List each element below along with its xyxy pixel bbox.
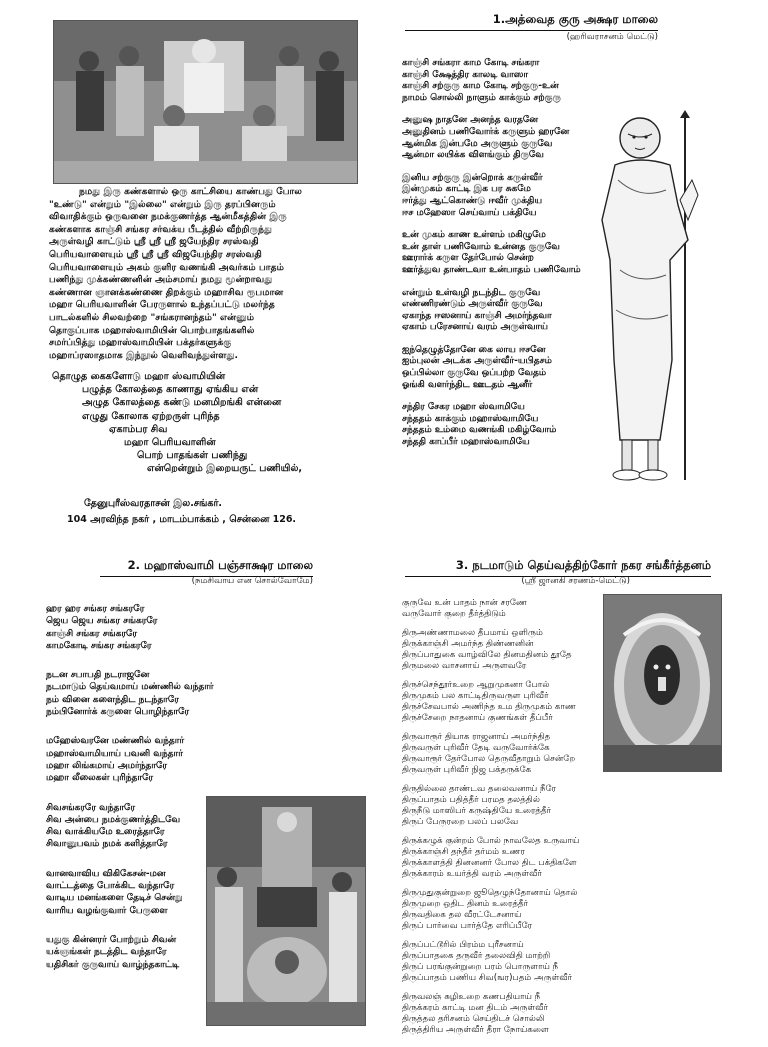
stanza <box>402 288 602 334</box>
verse-line: சந்திர சேகர மஹா ஸ்வாமியே <box>402 402 525 413</box>
verse-line: திருச்செந்தூர்உறை ஆறுமுகனா போல் <box>402 680 550 690</box>
verse-line: வானவாவிய விகிகேசன்-மன <box>46 868 166 879</box>
verse-line: யக்ஞங்கள் நடத்திட வந்தாரே <box>46 947 167 958</box>
verse-line: திருப்பாதுகை வாழ்விலே தினமதினம் தூதே <box>402 650 572 660</box>
poem-line: ஏகாம்பர சிவ <box>109 423 168 435</box>
verse-line: மஹாஸ்வாமியாய் பவனி வந்தார் <box>46 748 183 759</box>
stanza <box>402 345 602 391</box>
prose-line: மஹாப்ரஸாதமாக இந்நூல் வெளிவந்துள்ளது. <box>49 349 239 361</box>
stanza <box>402 115 602 161</box>
verse-line: நம் வினை களைந்திட நடந்தாரே <box>46 694 179 705</box>
verse-line: ஆன்மா லயிக்க விளங்கும் திருவே <box>402 150 544 161</box>
section2-subtitle: (நமசிவாய என சொல்வோமே) <box>191 576 313 586</box>
verse-line: வருவோர் குறை தீர்த்திடும் <box>402 609 506 619</box>
verse-line: குருவே உன் பாதம் நான் சரணே <box>402 598 527 608</box>
verse-line: திருதில்லை தாண்டவ தலைவனாய் நீரே <box>402 784 557 794</box>
verse-line: மஹேஸ்வரனே மண்ணில் வந்தார் <box>46 736 185 747</box>
verse-line: சிவசங்கரரே வந்தாரே <box>46 802 136 813</box>
verse-line: ஐம்புலன் அடக்க அருள்வீர்-யபிதசம் <box>402 356 552 367</box>
prose-line: நமது இரு கண்களால் ஒரு காட்சியை காண்பது போல <box>79 186 302 197</box>
verse-line: திருக்காரம் உயர்த்தி வரம் அருள்வீர் <box>402 869 542 879</box>
dedication-poem <box>49 370 365 476</box>
stanza <box>402 836 612 880</box>
stanza <box>402 940 612 984</box>
stanza <box>46 735 246 784</box>
verse-line: திருக்காளத்தி தினனனர் போல திட பக்திகளே <box>402 858 577 868</box>
stanza <box>402 402 602 448</box>
verse-line: திருமுதுகுன்றுறை ஜூதெழுந்தோனாய் தொல் <box>402 888 578 898</box>
verse-line: காஞ்சி க்ஷேத்திர காலடி வாஸா <box>402 69 529 80</box>
poem-line: பழுத்த கோலத்தை காணாது ஏங்கிய என் <box>82 384 259 396</box>
verse-line: ஈச மஹேஸா செய்வாய் பக்தியே <box>402 207 537 218</box>
verse-line: அனுதினம் பணிவோர்க் கருளும் ஹரனே <box>402 126 570 137</box>
deity-shrine-photo <box>603 594 722 772</box>
verse-line: எண்ணிரண்டும் அருள்வீர் குருவே <box>402 299 543 310</box>
verse-line: ஏகாந்த ஈஸனாய் காஞ்சி அமர்ந்தவா <box>402 310 552 321</box>
prose-line: பெரியவாளையும் ஸ்ரீ ஸ்ரீ ஸ்ரீ விஜயேந்திர சரஸ்வதி <box>49 248 262 260</box>
verse-line: திருவதிகை தல வீரட்டேசனாய் <box>402 910 522 920</box>
stanza <box>402 598 612 620</box>
prose-line: பெரியவாளையும் அகம் குளிர வணங்கி அவர்கம் பாதம் <box>49 261 284 273</box>
verse-line: வாடிய மனங்களை தேடிச் சென்று <box>46 893 183 904</box>
intro-prose <box>49 186 365 362</box>
prose-line: கண்ணான ஞானக்கண்ணை திறக்கும் மஹாசிவ ரூபமான <box>49 286 284 298</box>
verse-line: என்றும் உள்வழி நடந்திட குருவே <box>402 287 541 298</box>
section3-verses <box>402 598 612 1047</box>
verse-line: யதுகு கின்னரர் போற்றும் சிவன் <box>46 934 177 945</box>
poem-line: பொற் பாதங்கள் பணிந்து <box>137 450 248 462</box>
verse-line: நடமாடும் தெய்வமாய் மண்ணில் வந்தார் <box>46 682 214 693</box>
verse-line: ஊரார்க் கருள தேர்போல் சென்ற <box>402 253 534 264</box>
verse-line: காஞ்சி சங்கர சங்கரரே <box>46 628 138 639</box>
prose-line: சமர்ப்பித்து மஹாஸ்வாமியின் பக்தர்களுக்கு <box>49 337 232 349</box>
prose-line: "உண்டு" என்றும் "இல்லை" என்றும் இரு தரப்பினரும் <box>49 198 276 210</box>
verse-line: ஈர்த்து ஆட்கொண்டு ஈவீர் முக்திய <box>402 195 543 206</box>
verse-line: சந்ததி காப்பீர் மஹாஸ்வாமியே <box>402 437 530 448</box>
poem-line: அழுத கோலத்தை கண்டு மனமிறங்கி என்னை <box>82 397 282 409</box>
verse-line: மஹா லீலைகள் புரிந்தாரே <box>46 773 154 784</box>
section3-title: 3. நடமாடும் தெய்வத்திற்கோர் நகர சங்கீர்த்தனம் <box>405 558 711 577</box>
verse-line: யதிசிகர் குருவாய் வாழ்ந்தகாட்டி <box>46 959 180 970</box>
verse-line: ஒப்பில்லா குருவே ஒப்பற்ற வேதம் <box>402 368 547 379</box>
verse-line: ஜெய ஜெய சங்கர சங்கரரே <box>46 616 158 627</box>
stanza <box>402 888 612 932</box>
verse-line: திருவருள் புரிவீர் நிஜ பக்தருக்கே <box>402 765 532 775</box>
verse-line: திருப் பேருரறை பலப் பலவே <box>402 817 519 827</box>
verse-line: சந்ததம் காக்கும் மஹாஸ்வாமியே <box>402 413 539 424</box>
verse-line: திருமுகம் பல காட்டிதிருவருள புரிவீர் <box>402 691 549 701</box>
verse-line: திருமுறை ஒதிட தினம் உரைத்தீர் <box>402 899 529 909</box>
poem-line: என்றென்றும் இறையருட் பணியில், <box>147 463 303 475</box>
verse-line: மஹா லிங்கமாய் அமர்ந்தாரே <box>46 760 168 771</box>
verse-line: திருத்தல தரிசனம் செய்திடச் சொல்லி <box>402 1014 545 1024</box>
stanza <box>402 680 612 724</box>
verse-line: காஞ்சி சங்கரா காம கோடி சங்கரா <box>402 58 540 68</box>
verse-line: அனுஷ நாதனே அனந்த வரதனே <box>402 115 538 126</box>
section1-verses <box>402 58 602 460</box>
stanza <box>402 230 602 276</box>
verse-line: திருக்கரம் காட்டி மன திடம் அருள்வீர் <box>402 1003 548 1013</box>
verse-line: இன்முகம் காட்டி இக பர சுகமே <box>402 184 531 195</box>
verse-line: திருஅண்ணாமலை தீபமாய் ஒளிரும் <box>402 628 543 638</box>
verse-line: திருக்காஞ்சி தந்தீர் தர்மம் உணர <box>402 847 525 857</box>
verse-line: திருவாரூர் தியாக ராஜனாய் அமர்ந்தித <box>402 732 551 742</box>
verse-line: ஓங்கி வளர்ந்திட ஊடதம் ஆனீர் <box>402 379 533 390</box>
verse-line: திருப்பட்டூரில் பிரம்ம புரீசனாய் <box>402 940 524 950</box>
verse-line: நாமம் சொல்லி நாளும் காக்கும் சற்குரு <box>402 92 561 103</box>
poem-line: எழுது கோலாக ஏற்றருள் புரிந்த <box>82 410 220 422</box>
prose-line: தொகுப்பாக மஹாஸ்வாமியின் பொற்பாதங்களில் <box>49 324 255 336</box>
stanza <box>402 992 612 1036</box>
verse-line: திருப் பரங்குன்றுறை பரம் பொருளாய் நீ <box>402 962 559 972</box>
verse-line: திருப்பாதம் பதித்தீர் பரமத தலத்தில் <box>402 795 540 805</box>
signature-name: தேனுபுரீஸ்வரதாசன் இல.சங்கர். <box>84 498 223 509</box>
stanza <box>402 58 602 104</box>
verse-line: திருவலஞ் சுழிஉறை கணபதியாய் நீ <box>402 992 541 1002</box>
section3-subtitle: (ஸ்ரீ ஜானகி சரணம்-மெட்டு) <box>521 576 630 586</box>
section1-title: 1.அத்வைத குரு அக்ஷர மாலை <box>405 12 658 31</box>
verse-line: காமகோடி சங்கர சங்கரரே <box>46 640 152 651</box>
stanza <box>402 173 602 219</box>
verse-line: திருநீடு மாஸிபர் கருஷ்தியே உரைத்தீர் <box>402 806 552 816</box>
verse-line: நம்பினோர்க் கருளை பொழிந்தாரே <box>46 707 190 718</box>
verse-line: திருச்சேறை நாதனாய் குணங்கள் தீப்பீர் <box>402 713 553 723</box>
stanza <box>402 784 612 828</box>
verse-line: காஞ்சி சற்குரு காம கோடி சற்குரு-உன் <box>402 81 559 92</box>
verse-line: ஊர்த்துவ தாண்டவா உன்பாதம் பணிவோம் <box>402 264 581 275</box>
stanza <box>46 669 246 718</box>
verse-line: உன் முகம் காண உள்ளம் மகிழுமே <box>402 230 546 241</box>
poem-line: மஹா பெரியவாளின் <box>124 437 216 449</box>
prose-line: விவாதிக்கும் ஒருவனை நமக்குணர்த்த ஆன்மீகத்தின் இரு <box>49 211 287 223</box>
verse-line: திருத்திரிய அருள்வீர் தீரா நோய்களை <box>402 1025 549 1035</box>
section1-subtitle: (ஹரிவராசனம் மெட்டு) <box>566 32 658 42</box>
signature-address: 104 அரவிந்த நகர் , மாடம்பாக்கம் , சென்னை 126. <box>67 514 297 525</box>
verse-line: திருச்சேவபால் அணிந்த உம திருமுகம் காண <box>402 702 576 712</box>
verse-line: திருப்பாதம் பணிய சிவ(ஙர)பதம் அருள்வீர் <box>402 973 573 983</box>
verse-line: திருக்காஞ்சி அமர்ந்த திண்ணனின் <box>402 639 534 649</box>
verse-line: சிவானுபவம் நமக் களித்தாரே <box>46 839 168 850</box>
verse-line: திருவருள் புரிவீர் தேடி வருவோர்க்கே <box>402 743 550 753</box>
verse-line: வாட்டத்தை போக்கிட வந்தாரே <box>46 881 175 892</box>
stanza <box>46 603 246 652</box>
verse-line: நடன சபாபதி நடராஜனே <box>46 670 150 681</box>
prose-line: கண்களாக காஞ்சி சங்கர சர்வக்ய பீடத்தில் வீற்றிருந்து <box>49 223 272 235</box>
verse-line: திருவாரூர் தேர்போல தெருவீதாறும் சென்றே <box>402 754 576 764</box>
prose-line: அருள்வழி காட்டும் ஸ்ரீ ஸ்ரீ ஸ்ரீ ஜயேந்திர சரஸ்வதி <box>49 236 259 248</box>
verse-line: திருமலை வாசனாய் அருளவரே <box>402 661 527 671</box>
stanza <box>402 732 612 776</box>
verse-line: திருப்பாதகை தருவீர் தலைவிதி மாற்றி <box>402 951 551 961</box>
verse-line: சிவ அன்பை நமக்குணர்த்திடவே <box>46 814 181 825</box>
stanza <box>402 628 612 672</box>
section2-title: 2. மஹாஸ்வாமி பஞ்சாக்ஷர மாலை <box>100 558 313 577</box>
verse-line: சந்ததம் உம்மை வணங்கி மகிழ்வோம் <box>402 425 557 436</box>
verse-line: உன் தாள் பணிவோம் உன்னத குருவே <box>402 241 560 252</box>
verse-line: திருப் பார்வை பார்த்தே எரிப்பீரே <box>402 921 533 931</box>
procession-photo <box>206 796 366 1026</box>
group-photo <box>53 20 358 184</box>
verse-line: ஹர ஹர சங்கர சங்கரரே <box>46 604 145 614</box>
mahaswami-figure-icon <box>600 110 710 485</box>
verse-line: இனிய சற்குரு இன்றொக் கருள்வீர் <box>402 172 543 183</box>
verse-line: வாரிய வழங்குவார் பேருளை <box>46 905 168 916</box>
verse-line: ஏகாம் பரேசனாய் வரம் அருள்வாய் <box>402 322 548 333</box>
verse-line: திருக்கழுக் குன்றம் போல் நாவலேத உருவாய் <box>402 836 580 846</box>
poem-line: தொழுத கைகளோடு மஹா ஸ்வாமியின் <box>52 371 226 382</box>
verse-line: ஐந்தெழுத்தோனே கை லாய ஈசனே <box>402 344 546 355</box>
verse-line: ஆன்மிக இன்பமே அருளும் குருவே <box>402 138 553 149</box>
verse-line: சிவ வாக்கியமே உரைத்தாரே <box>46 827 165 838</box>
prose-line: பணிந்து முக்கண்ணனின் அம்சமாய் நமது மூன்றாவது <box>49 274 273 286</box>
prose-line: பாடல்களில் சிலவற்றை "சங்கரானந்தம்" என்னும் <box>49 311 255 323</box>
prose-line: மஹா பெரியவாளின் பேரருளால் உந்தப்பட்டு மலர்ந்த <box>49 299 275 311</box>
